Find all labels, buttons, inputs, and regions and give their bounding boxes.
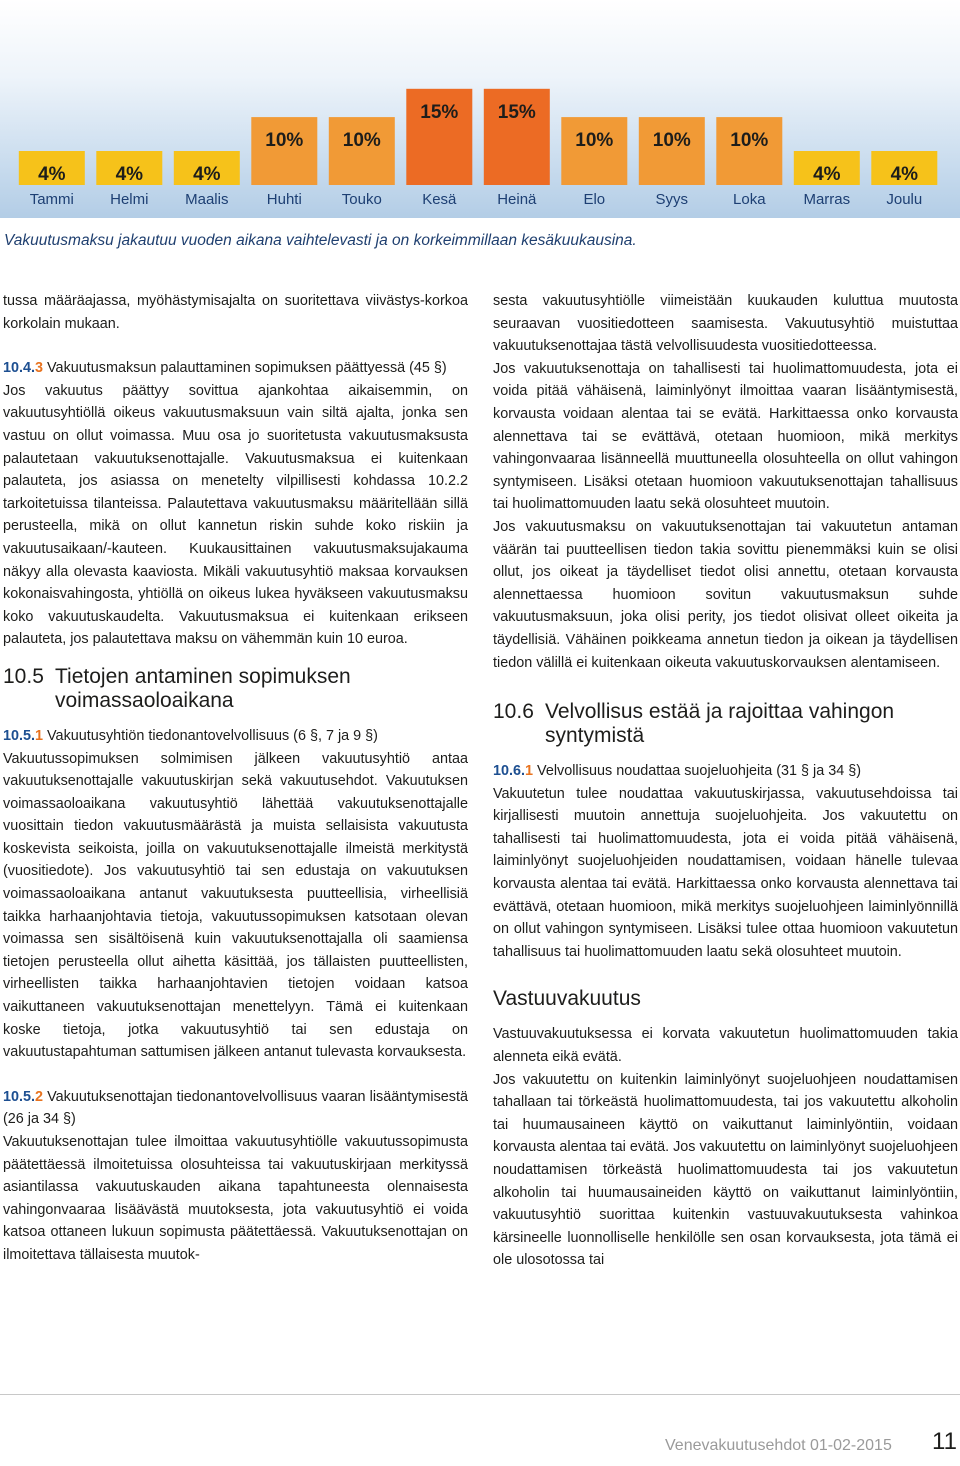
section-10-4-3-heading	[3, 357, 468, 380]
footer-document-label: Venevakuutusehdot 01-02-2015	[665, 1437, 892, 1454]
section-10-5-1-heading	[3, 725, 468, 748]
heading-title: Tietojen antaminen sopimuksen voimassaoloaikana	[55, 664, 351, 712]
month-tick-label: Maalis	[185, 191, 229, 208]
bar-value-label: 4%	[38, 164, 66, 185]
vastuu-paragraph-2: Jos vakuutettu on kuitenkin laiminlyönyt suojeluohjeen noudattamisen tahallaan tai törkeästä huolimattomuudesta, tai jos vakuutettu alkoholin tai huumausaineen käyttö on vaikuttanut laiminlyöntiin, voidaan korvausta alentaa tai evätä. Jos vakuutettu on laiminlyönyt suojeluohjeen noudattamisen törkeästä huolimattomuudesta tai jos vakuutetun alkoholin tai huumausaineiden käyttö on vaikuttanut laiminlyöntiin, vakuutusyhtiö suorittaa kuitenkin vastuuvakuutuksesta vahinkoa kärsineelle luonnolliselle henkilölle sen osan korvauksesta, jota tämä ei ole ulosotossa tai	[493, 1071, 958, 1269]
section-number-10-5: 10.5.	[3, 1088, 36, 1105]
section-number-suffix: 3	[35, 360, 44, 377]
month-tick-label: Huhti	[266, 191, 302, 208]
section-number-10-6: 10.6.	[493, 763, 526, 780]
chart-caption: Vakuutusmaksu jakautuu vuoden aikana vaihtelevasti ja on korkeimmillaan kesäkuukausina.	[4, 232, 637, 249]
bar-value-label: 10%	[265, 130, 304, 152]
section-number-10-4: 10.4.	[3, 360, 36, 377]
section-10-4-3-body: Jos vakuutus päättyy sovittua ajankohtaa aikaisemmin, on vakuutusyhtiöllä oikeus vakuutusmaksuun vain siltä ajalta, jonka sen vastuu on ollut voimassa. Muu osa jo suoritetusta vakuutusmaksusta palautetaan vakuutuksenottajalle. Vakuutusmaksua ei kuitenkaan palauteta, jos asiassa on menetelty vilpillisesti kohdassa 10.2.2 tarkoitetuissa tilanteissa. Palautettava vakuutusmaksu määritellään sillä perusteella, mikä on ollut kannetun riskin suhde koko riskiin ja vakuutusaikaan/-kauteen. Kuukausittainen vakuutusmaksujakauma näkyy alla olevasta kaaviosta. Mikäli vakuutusyhtiö maksaa korvauksen kokonaisvahingosta, yhtiöllä on oikeus lukea hyväkseen vakuutusmaksu koko vakuutuskaudelta. Vakuutusmaksua ei kuitenkaan erikseen palauteta, jos palautettava maksu on vähemmän kuin 10 euroa.	[3, 382, 468, 648]
month-tick-label: Joulu	[886, 191, 923, 208]
bar-value-label: 10%	[652, 130, 691, 152]
bar-value-label: 4%	[193, 164, 221, 185]
page-number: 11	[932, 1428, 957, 1455]
month-tick-label: Heinä	[497, 191, 537, 208]
bar-value-label: 10%	[575, 130, 614, 152]
section-title: Vakuutusyhtiön tiedonantovelvollisuus (6 §, 7 ja 9 §)	[43, 727, 378, 744]
section-10-6-heading	[493, 700, 958, 748]
paragraph-1: sesta vakuutusyhtiölle viimeistään kuukauden kuluttua muutosta seuraavan vuositiedotteen saamisesta. Vakuutusyhtiö muistuttaa vakuutuksenottajaa tästä velvollisuudesta vuositiedotteessa.	[493, 293, 958, 355]
section-10-6-1-body: Vakuutetun tulee noudattaa vakuutuskirjassa, vakuutusehdoissa tai kirjallisesti muutoin annettuja suojeluohjeita. Jos vakuutettu on tahallisesti tai huolimattomuudesta, jota ei voida pitää vähäisenä, laiminlyönyt suojeluohjeiden noudattamisen, voidaan hänelle tulevaa korvausta alentaa tai evätä. Harkittaessa onko korvausta alennettava tai evättävä, otetaan huomioon, mikä merkitys suojeluohjeen laiminlyönnillä on ollut vahingon syntymiseen. Lisäksi tulee ottaa huomioon vakuutetun tahallisuus tai huolimattomuuden laatu sekä olosuhteet muutoin.	[493, 785, 958, 960]
monthly-premium-chart	[0, 0, 960, 218]
section-number-10-5: 10.5.	[3, 727, 36, 744]
left-column	[3, 290, 468, 1267]
bar-value-label: 10%	[342, 130, 381, 152]
heading-number: 10.6	[493, 700, 534, 724]
bar-value-label: 4%	[115, 164, 144, 185]
paragraph-3: Jos vakuutusmaksu on vakuutuksenottajan tai vakuutetun antaman väärän tai puutteellisen tiedon takia sovittu pienemmäksi kuin se olisi ollut, jos oikeat ja täydelliset tiedot olisi annettu, otetaan korvausta alennettaessa huomioon sovitun vakuutusmaksun suhde vakuutusmaksuun, joka olisi perity, jos tiedot olisivat olleet oikeita ja täydellisiä. Vähäinen poikkeama annetun tiedon ja oikean ja täydellisen tiedon välillä ei kuitenkaan oikeuta vakuutuskorvauksen alentamiseen.	[493, 518, 958, 671]
month-tick-label: Syys	[655, 191, 689, 208]
month-tick-label: Loka	[733, 191, 766, 208]
vastuu-paragraph-1: Vastuuvakuutuksessa ei korvata vakuutetun huolimattomuuden takia alenneta eikä evätä.	[493, 1026, 958, 1066]
month-tick-label: Helmi	[110, 191, 149, 208]
bar-value-label: 15%	[420, 101, 459, 123]
bar-value-label: 4%	[890, 164, 919, 185]
month-tick-label: Touko	[341, 191, 382, 208]
section-10-5-1-body: Vakuutussopimuksen solmimisen jälkeen vakuutusyhtiö antaa vakuutuksenottajalle vakuutuskirjan sekä vakuutusehdot. Vakuutuksen voimassaoloaikana vakuutusyhtiö lähettää vakuutuksenottajalle vuosittain tiedon vakuutusmäärästä ja muista sellaisista vakuutusta koskevista seikoista, joilla on vakuutuksenottajalle ilmeistä merkitystä (vuositiedote). Jos vakuutusyhtiö tai sen edustaja on vakuutuksen voimassaoloaikana antanut vakuutuksesta puutteellisia, virheellisiä taikka harhaanjohtavia tietoja, vakuutussopimuksen katsotaan olevan voimassa sen sisältöisenä kuin vakuutuksenottajalla oli saamiensa tietojen perusteella ollut aihetta käsittää, jos tällaisten puutteellisten, virheellisten taikka harhaanjohtavien tietojen voidaan katsoa vaikuttaneen vakuutuksenottajan menettelyyn. Tämä ei kuitenkaan koske tietoja, jotka vakuutusyhtiö tai sen edustaja on vakuutustapahtuman sattumisen jälkeen antanut tulevasta korvauksesta.	[3, 750, 468, 1061]
section-10-5-heading	[3, 665, 468, 713]
section-number-suffix: 1	[525, 763, 534, 780]
section-10-5-2-heading	[3, 1086, 468, 1131]
month-tick-label: Marras	[803, 191, 851, 208]
chart-svg	[0, 0, 960, 218]
bar-value-label: 10%	[730, 130, 769, 152]
section-title: Vakuutuksenottajan tiedonantovelvollisuus vaaran lisääntymisestä (26 ja 34 §)	[3, 1088, 468, 1128]
right-column	[493, 290, 958, 1272]
section-10-6-1-heading	[493, 760, 958, 783]
bar-value-label: 15%	[497, 101, 536, 123]
bar-value-label: 4%	[813, 164, 841, 185]
footer-divider	[0, 1394, 960, 1395]
month-tick-label: Elo	[583, 191, 606, 208]
vastuuvakuutus-heading: Vastuuvakuutus	[493, 987, 641, 1011]
month-tick-label: Tammi	[29, 191, 74, 208]
heading-number: 10.5	[3, 664, 44, 688]
month-tick-label: Kesä	[422, 191, 457, 208]
section-number-suffix: 1	[35, 727, 44, 744]
intro-paragraph: tussa määräajassa, myöhästymisajalta on suoritettava viivästys-korkoa korkolain mukaan.	[3, 293, 468, 332]
section-title: Velvollisuus noudattaa suojeluohjeita (31 § ja 34 §)	[533, 763, 862, 780]
section-title: Vakuutusmaksun palauttaminen sopimuksen päättyessä (45 §)	[43, 360, 447, 377]
section-number-suffix: 2	[35, 1088, 44, 1105]
heading-title: Velvollisus estää ja rajoittaa vahingon syntymistä	[545, 700, 895, 748]
section-10-5-2-body: Vakuutuksenottajan tulee ilmoittaa vakuutusyhtiölle vakuutussopimusta päätettäessä ilmoitetuissa olosuhteissa tai vakuutuskirjaan merkityssä asiantilassa vakuutuskauden aikana tapahtuneesta olennaisesta vahingonvaaraa lisäävästä muutoksesta, jota vakuutusyhtiö ei voida katsoa ottaneen lukuun sopimusta päätettäessä. Vakuutuksenottajan on ilmoitettava tällaisesta muutok-	[3, 1134, 468, 1263]
paragraph-2: Jos vakuutuksenottaja on tahallisesti tai huolimattomuudesta, jota ei voida pitää vähäisenä, laiminlyönyt ilmoittaa vaaran lisääntymisestä, korvausta voidaan alentaa tai se evätä. Harkittaessa onko korvausta alennettava tai se evättävä, otetaan huomioon, mikä merkitys vahingonvaaraa lisänneellä muuttuneella olosuhteella on ollut vahingon syntymiseen. Lisäksi otetaan huomioon vakuutuksenottajan tahallisuus tai huolimattomuuden laatu sekä olosuhteet muutoin.	[493, 360, 958, 513]
